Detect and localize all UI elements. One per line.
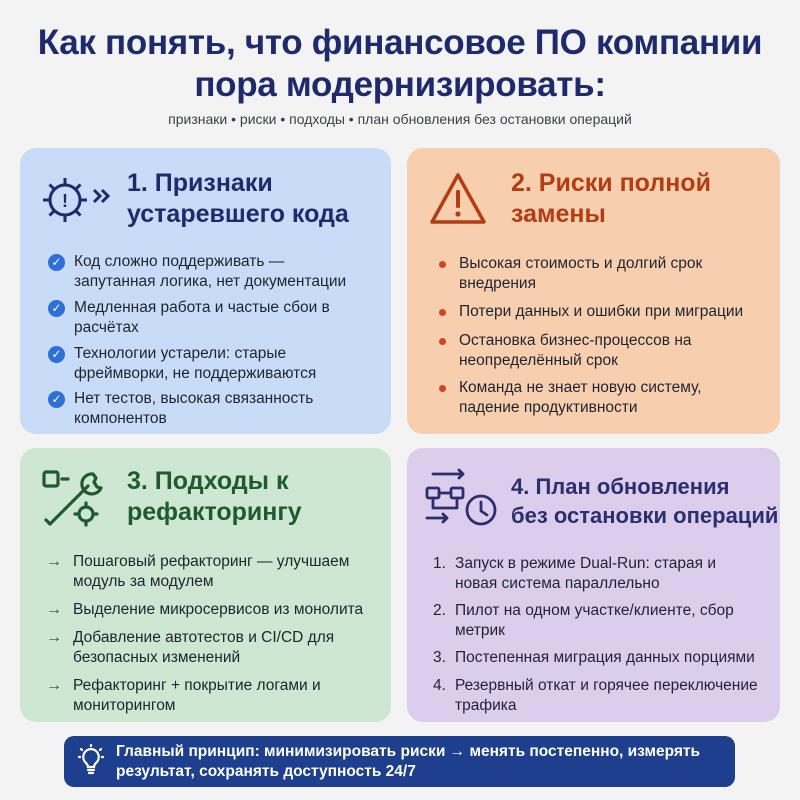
banner-text: Главный принцип: минимизировать риски → менять постепенно, измерять результат, сохранять доступность 24/7 [116, 743, 701, 780]
list-item: ✓ Код сложно поддерживать — запутанная логика, нет документации [74, 252, 346, 292]
card-replacement-risks [407, 148, 780, 434]
list-item: ✓ Нет тестов, высокая связанность компонентов [74, 389, 313, 429]
list-item: 1. Запуск в режиме Dual-Run: старая и новая система параллельно [433, 555, 716, 592]
list-item: Потери данных и ошибки при миграции [459, 302, 743, 322]
list-item: → Добавление автотестов и CI/CD для безопасных изменений [46, 629, 335, 666]
page-subtitle: признаки • риски • подходы • план обновления без остановки операций [168, 111, 632, 127]
list-item: Остановка бизнес-процессов на неопределённый срок [459, 331, 692, 371]
wrench-gear-icon [38, 466, 108, 530]
card-legacy-signs [20, 148, 391, 434]
flowchart-clock-icon [423, 466, 503, 532]
list-item: ✓ Медленная работа и частые сбои в расчётах [74, 298, 330, 338]
bullet-dot [439, 261, 446, 268]
list-item: → Пошаговый рефакторинг — улучшаем модуль за модулем [46, 553, 350, 590]
list-item: ✓ Технологии устарели: старые фреймворки, не поддерживаются [74, 344, 316, 384]
page-title: Как понять, что финансовое ПО компании пора модернизировать: [37, 23, 763, 104]
check-icon: ✓ [48, 254, 65, 271]
card-update-plan [407, 448, 780, 722]
card-refactoring-approaches [20, 448, 391, 722]
arrow-right-icon: → [46, 629, 62, 646]
card-title: 2. Риски полной замены [511, 169, 711, 228]
list-item: 2. Пилот на одном участке/клиенте, сбор метрик [433, 602, 734, 639]
list-item: → Рефакторинг + покрытие логами и мониторингом [46, 677, 321, 714]
bullet-dot [439, 338, 446, 345]
key-principle-banner [64, 736, 735, 787]
svg-text:!: ! [62, 191, 68, 211]
bullet-dot [439, 309, 446, 316]
gear-warning-icon [38, 170, 116, 230]
warning-triangle-icon [427, 170, 489, 228]
list-item: Высокая стоимость и долгий срок внедрения [459, 254, 702, 294]
card-title: 4. План обновления без остановки операций [511, 474, 779, 528]
arrow-right-icon: → [46, 553, 62, 570]
arrow-right-icon: → [46, 677, 62, 694]
bullet-dot [439, 385, 446, 392]
check-icon: ✓ [48, 346, 65, 363]
card-title: 1. Признаки устаревшего кода [127, 169, 349, 228]
list-item: → Выделение микросервисов из монолита [46, 601, 364, 618]
list-item: Команда не знает новую систему, падение продуктивности [459, 378, 702, 418]
lightbulb-icon [78, 744, 104, 778]
card-title: 3. Подходы к рефакторингу [127, 467, 302, 526]
check-icon: ✓ [48, 391, 65, 408]
arrow-right-icon: → [46, 601, 62, 618]
list-item: 3. Постепенная миграция данных порциями [433, 649, 755, 666]
list-item: 4. Резервный откат и горячее переключение трафика [433, 677, 758, 714]
check-icon: ✓ [48, 300, 65, 317]
